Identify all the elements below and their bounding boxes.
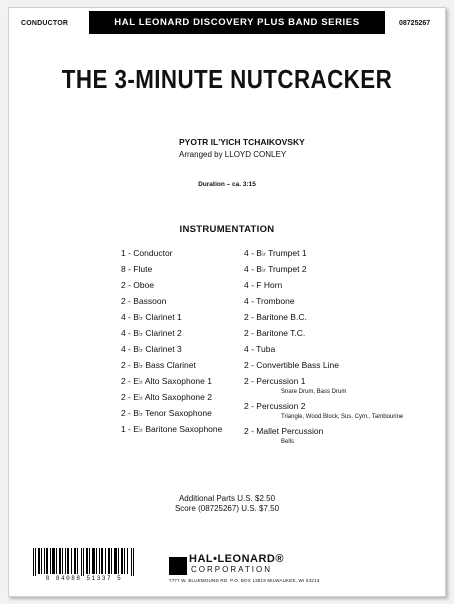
- instrument-item: [244, 373, 403, 396]
- instrument-name: 2 - Percussion 2: [244, 401, 306, 411]
- instrument-item: 2 - Bassoon: [121, 296, 167, 306]
- instrument-item: [244, 398, 403, 421]
- instrument-item: 2 - B♭ Tenor Saxophone: [121, 408, 212, 418]
- instrument-item: 2 - E♭ Alto Saxophone 1: [121, 376, 212, 386]
- instrument-list-left: [121, 245, 222, 437]
- arranger-credit: Arranged by LLOYD CONLEY: [179, 150, 287, 159]
- instrument-detail: Triangle, Wood Block, Sus. Cym., Tambourine: [281, 414, 404, 420]
- instrument-item: 1 - Conductor: [121, 248, 173, 258]
- instrument-item: 4 - B♭ Trumpet 2: [244, 264, 307, 274]
- part-label: CONDUCTOR: [21, 20, 69, 27]
- instrument-item: 8 - Flute: [121, 264, 153, 274]
- instrument-item: 2 - B♭ Bass Clarinet: [121, 360, 196, 370]
- score-price: Score (08725267) U.S. $7.50: [174, 504, 280, 513]
- instrument-item: 4 - Tuba: [244, 344, 276, 354]
- instrumentation-heading: INSTRUMENTATION: [179, 224, 275, 235]
- publisher-name: HAL•LEONARD®: [189, 553, 284, 565]
- page-title: THE 3-MINUTE NUTCRACKER: [61, 64, 393, 94]
- score-cover: [8, 7, 446, 597]
- instrument-item: 2 - Baritone T.C.: [244, 328, 306, 338]
- publisher-corporation: CORPORATION: [191, 565, 272, 574]
- instrument-list-right: [244, 245, 403, 448]
- catalog-number: 08725267: [399, 20, 431, 27]
- instrument-item: 4 - B♭ Clarinet 2: [121, 328, 182, 338]
- instrument-name: 2 - Mallet Percussion: [244, 426, 324, 436]
- instrument-item: 4 - B♭ Trumpet 1: [244, 248, 307, 258]
- instrument-item: 4 - B♭ Clarinet 1: [121, 312, 182, 322]
- instrument-item: 2 - E♭ Alto Saxophone 2: [121, 392, 212, 402]
- instrument-item: 2 - Oboe: [121, 280, 155, 290]
- instrument-item: [244, 423, 403, 446]
- instrument-name: 2 - Percussion 1: [244, 376, 306, 386]
- instrument-detail: Bells: [281, 439, 295, 445]
- series-banner: HAL LEONARD DISCOVERY PLUS BAND SERIES: [89, 11, 385, 34]
- additional-parts-price: Additional Parts U.S. $2.50: [178, 494, 276, 503]
- instrument-item: 2 - Baritone B.C.: [244, 312, 307, 322]
- instrument-detail: Snare Drum, Bass Drum: [281, 389, 347, 395]
- price-info: [9, 494, 445, 514]
- hal-leonard-logo-icon: [169, 557, 187, 575]
- instrument-item: 4 - Trombone: [244, 296, 295, 306]
- instrument-item: 1 - E♭ Baritone Saxophone: [121, 424, 223, 434]
- instrument-item: 4 - F Horn: [244, 280, 283, 290]
- instrument-item: 4 - B♭ Clarinet 3: [121, 344, 182, 354]
- composer-name: PYOTR IL'YICH TCHAIKOVSKY: [179, 137, 305, 147]
- publisher-address: 7777 W. BLUEMOUND RD. P.O. BOX 13819 MILWAUKEE, WI 53213: [169, 578, 320, 583]
- duration-text: Duration – ca. 3:15: [198, 181, 256, 188]
- barcode-number: 8 84088 51337 5: [45, 575, 123, 582]
- instrument-item: 2 - Convertible Bass Line: [244, 360, 339, 370]
